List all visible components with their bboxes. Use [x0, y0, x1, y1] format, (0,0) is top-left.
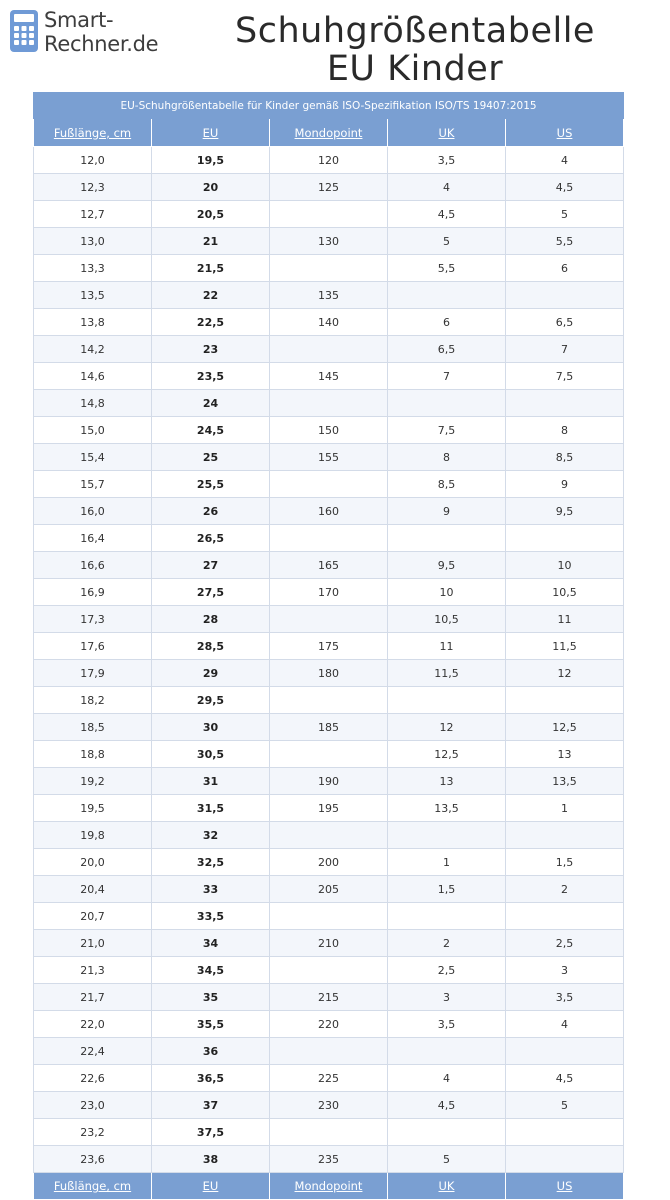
cell-mondopoint: 120: [270, 147, 388, 174]
cell-eu: 23: [152, 336, 270, 363]
cell-mondopoint: 190: [270, 768, 388, 795]
cell-us: 5: [506, 1092, 624, 1119]
cell-us: 11,5: [506, 633, 624, 660]
cell-us: 2: [506, 876, 624, 903]
table-row: [34, 1092, 624, 1119]
cell-us: 12,5: [506, 714, 624, 741]
cell-us: 13: [506, 741, 624, 768]
logo-text-line2: Rechner.de: [44, 32, 159, 56]
cell-us: [506, 1146, 624, 1173]
size-table: [33, 92, 624, 1200]
cell-foot-length: 22,6: [34, 1065, 152, 1092]
table-header-row: [34, 119, 624, 147]
cell-uk: 7: [388, 363, 506, 390]
cell-eu: 27,5: [152, 579, 270, 606]
cell-eu: 30: [152, 714, 270, 741]
page-title: [205, 12, 625, 88]
table-caption-row: [34, 93, 624, 119]
cell-foot-length: 20,0: [34, 849, 152, 876]
cell-uk: 4: [388, 174, 506, 201]
table-row: [34, 957, 624, 984]
cell-uk: 12,5: [388, 741, 506, 768]
cell-uk: 9: [388, 498, 506, 525]
cell-mondopoint: 230: [270, 1092, 388, 1119]
cell-foot-length: 21,7: [34, 984, 152, 1011]
cell-uk: 12: [388, 714, 506, 741]
cell-eu: 36: [152, 1038, 270, 1065]
cell-mondopoint: 235: [270, 1146, 388, 1173]
cell-us: 5: [506, 201, 624, 228]
cell-us: 4: [506, 1011, 624, 1038]
logo-text: [44, 8, 158, 56]
footer-header-foot-length[interactable]: Fußlänge, cm: [34, 1173, 152, 1200]
table-row: [34, 390, 624, 417]
cell-uk: 11,5: [388, 660, 506, 687]
table-row: [34, 633, 624, 660]
cell-uk: 2,5: [388, 957, 506, 984]
cell-uk: 13: [388, 768, 506, 795]
table-row: [34, 687, 624, 714]
cell-eu: 24: [152, 390, 270, 417]
page-header: [0, 0, 670, 92]
cell-mondopoint: 220: [270, 1011, 388, 1038]
cell-uk: 5: [388, 1146, 506, 1173]
cell-uk: [388, 822, 506, 849]
cell-eu: 37: [152, 1092, 270, 1119]
cell-mondopoint: [270, 741, 388, 768]
cell-us: 13,5: [506, 768, 624, 795]
cell-eu: 24,5: [152, 417, 270, 444]
cell-mondopoint: 215: [270, 984, 388, 1011]
cell-us: 10: [506, 552, 624, 579]
table-row: [34, 1011, 624, 1038]
cell-uk: 5: [388, 228, 506, 255]
cell-uk: 1: [388, 849, 506, 876]
cell-eu: 26: [152, 498, 270, 525]
cell-us: 6,5: [506, 309, 624, 336]
cell-eu: 25,5: [152, 471, 270, 498]
table-row: [34, 579, 624, 606]
page-title-line1: Schuhgrößentabelle: [235, 11, 595, 51]
column-header-uk[interactable]: UK: [388, 119, 506, 147]
cell-uk: 10,5: [388, 606, 506, 633]
cell-foot-length: 14,8: [34, 390, 152, 417]
cell-uk: [388, 687, 506, 714]
cell-uk: [388, 1038, 506, 1065]
cell-foot-length: 16,0: [34, 498, 152, 525]
table-row: [34, 849, 624, 876]
cell-mondopoint: [270, 957, 388, 984]
cell-uk: [388, 903, 506, 930]
cell-mondopoint: [270, 903, 388, 930]
cell-eu: 20: [152, 174, 270, 201]
table-row: [34, 255, 624, 282]
cell-foot-length: 13,3: [34, 255, 152, 282]
cell-eu: 33: [152, 876, 270, 903]
cell-uk: 3: [388, 984, 506, 1011]
cell-mondopoint: [270, 822, 388, 849]
cell-eu: 21,5: [152, 255, 270, 282]
cell-foot-length: 19,2: [34, 768, 152, 795]
cell-eu: 37,5: [152, 1119, 270, 1146]
cell-eu: 22: [152, 282, 270, 309]
cell-uk: 9,5: [388, 552, 506, 579]
cell-eu: 19,5: [152, 147, 270, 174]
cell-mondopoint: 145: [270, 363, 388, 390]
cell-eu: 34,5: [152, 957, 270, 984]
cell-foot-length: 23,2: [34, 1119, 152, 1146]
cell-eu: 35,5: [152, 1011, 270, 1038]
cell-foot-length: 18,8: [34, 741, 152, 768]
cell-mondopoint: 160: [270, 498, 388, 525]
cell-mondopoint: 225: [270, 1065, 388, 1092]
footer-header-mondopoint[interactable]: Mondopoint: [270, 1173, 388, 1200]
cell-mondopoint: [270, 1119, 388, 1146]
cell-eu: 38: [152, 1146, 270, 1173]
cell-foot-length: 22,4: [34, 1038, 152, 1065]
table-row: [34, 741, 624, 768]
cell-foot-length: 23,0: [34, 1092, 152, 1119]
cell-us: 4,5: [506, 174, 624, 201]
cell-eu: 28: [152, 606, 270, 633]
column-header-us[interactable]: US: [506, 119, 624, 147]
cell-foot-length: 21,3: [34, 957, 152, 984]
cell-foot-length: 15,4: [34, 444, 152, 471]
table-row: [34, 822, 624, 849]
cell-eu: 31: [152, 768, 270, 795]
cell-us: 8,5: [506, 444, 624, 471]
cell-mondopoint: 185: [270, 714, 388, 741]
cell-foot-length: 15,0: [34, 417, 152, 444]
cell-mondopoint: [270, 336, 388, 363]
footer-header-eu[interactable]: EU: [152, 1173, 270, 1200]
cell-us: 5,5: [506, 228, 624, 255]
table-body: [34, 147, 624, 1173]
cell-uk: 1,5: [388, 876, 506, 903]
cell-foot-length: 20,4: [34, 876, 152, 903]
cell-foot-length: 18,2: [34, 687, 152, 714]
cell-eu: 20,5: [152, 201, 270, 228]
cell-uk: 6: [388, 309, 506, 336]
cell-uk: [388, 282, 506, 309]
table-row: [34, 363, 624, 390]
cell-foot-length: 18,5: [34, 714, 152, 741]
table-row: [34, 1146, 624, 1173]
cell-us: 7,5: [506, 363, 624, 390]
cell-us: [506, 822, 624, 849]
table-row: [34, 903, 624, 930]
cell-uk: 4,5: [388, 201, 506, 228]
cell-foot-length: 19,5: [34, 795, 152, 822]
cell-mondopoint: 170: [270, 579, 388, 606]
cell-eu: 32,5: [152, 849, 270, 876]
cell-eu: 34: [152, 930, 270, 957]
cell-mondopoint: [270, 1038, 388, 1065]
table-row: [34, 174, 624, 201]
cell-us: 4,5: [506, 1065, 624, 1092]
cell-foot-length: 13,5: [34, 282, 152, 309]
cell-mondopoint: 140: [270, 309, 388, 336]
cell-mondopoint: 150: [270, 417, 388, 444]
cell-us: 3: [506, 957, 624, 984]
table-caption: EU-Schuhgrößentabelle für Kinder gemäß ISO-Spezifikation ISO/TS 19407:2015: [34, 93, 624, 119]
footer-header-us[interactable]: US: [506, 1173, 624, 1200]
table-row: [34, 606, 624, 633]
cell-eu: 30,5: [152, 741, 270, 768]
cell-eu: 23,5: [152, 363, 270, 390]
cell-uk: 10: [388, 579, 506, 606]
cell-foot-length: 12,0: [34, 147, 152, 174]
cell-eu: 29: [152, 660, 270, 687]
column-header-foot-length[interactable]: Fußlänge, cm: [34, 119, 152, 147]
cell-eu: 33,5: [152, 903, 270, 930]
table-row: [34, 336, 624, 363]
cell-us: 8: [506, 417, 624, 444]
table-row: [34, 444, 624, 471]
cell-uk: 4,5: [388, 1092, 506, 1119]
cell-uk: 8: [388, 444, 506, 471]
cell-uk: 3,5: [388, 147, 506, 174]
cell-mondopoint: [270, 471, 388, 498]
cell-us: 1: [506, 795, 624, 822]
cell-mondopoint: 165: [270, 552, 388, 579]
cell-mondopoint: 180: [270, 660, 388, 687]
cell-mondopoint: 205: [270, 876, 388, 903]
cell-uk: 3,5: [388, 1011, 506, 1038]
table-row: [34, 984, 624, 1011]
cell-mondopoint: [270, 201, 388, 228]
cell-eu: 28,5: [152, 633, 270, 660]
cell-mondopoint: 200: [270, 849, 388, 876]
cell-us: 4: [506, 147, 624, 174]
table-row: [34, 417, 624, 444]
column-header-eu[interactable]: EU: [152, 119, 270, 147]
cell-uk: [388, 1119, 506, 1146]
site-logo[interactable]: [10, 8, 158, 56]
cell-us: 6: [506, 255, 624, 282]
cell-uk: 7,5: [388, 417, 506, 444]
cell-us: 3,5: [506, 984, 624, 1011]
cell-us: 7: [506, 336, 624, 363]
cell-us: 12: [506, 660, 624, 687]
table-row: [34, 228, 624, 255]
cell-uk: 13,5: [388, 795, 506, 822]
cell-eu: 31,5: [152, 795, 270, 822]
cell-mondopoint: [270, 687, 388, 714]
cell-eu: 27: [152, 552, 270, 579]
cell-foot-length: 16,9: [34, 579, 152, 606]
cell-foot-length: 13,0: [34, 228, 152, 255]
table-row: [34, 525, 624, 552]
table-row: [34, 1119, 624, 1146]
cell-us: 9: [506, 471, 624, 498]
table-footer-row: [34, 1173, 624, 1200]
cell-uk: [388, 390, 506, 417]
cell-mondopoint: 175: [270, 633, 388, 660]
table-row: [34, 660, 624, 687]
cell-uk: [388, 525, 506, 552]
cell-eu: 21: [152, 228, 270, 255]
cell-foot-length: 20,7: [34, 903, 152, 930]
cell-uk: 2: [388, 930, 506, 957]
cell-mondopoint: 125: [270, 174, 388, 201]
cell-us: [506, 282, 624, 309]
cell-mondopoint: [270, 390, 388, 417]
cell-us: [506, 687, 624, 714]
cell-us: 1,5: [506, 849, 624, 876]
cell-uk: 4: [388, 1065, 506, 1092]
cell-uk: 6,5: [388, 336, 506, 363]
cell-mondopoint: [270, 525, 388, 552]
footer-header-uk[interactable]: UK: [388, 1173, 506, 1200]
table-row: [34, 552, 624, 579]
cell-us: 9,5: [506, 498, 624, 525]
table-row: [34, 147, 624, 174]
cell-us: [506, 1119, 624, 1146]
column-header-mondopoint[interactable]: Mondopoint: [270, 119, 388, 147]
table-row: [34, 471, 624, 498]
cell-eu: 22,5: [152, 309, 270, 336]
cell-foot-length: 12,7: [34, 201, 152, 228]
table-row: [34, 876, 624, 903]
cell-us: 10,5: [506, 579, 624, 606]
logo-text-line1: Smart-: [44, 8, 114, 32]
cell-mondopoint: 130: [270, 228, 388, 255]
size-table-container: [33, 92, 623, 1200]
cell-foot-length: 14,6: [34, 363, 152, 390]
table-row: [34, 930, 624, 957]
cell-foot-length: 12,3: [34, 174, 152, 201]
cell-mondopoint: 195: [270, 795, 388, 822]
table-row: [34, 282, 624, 309]
cell-foot-length: 23,6: [34, 1146, 152, 1173]
cell-foot-length: 21,0: [34, 930, 152, 957]
cell-foot-length: 22,0: [34, 1011, 152, 1038]
cell-eu: 36,5: [152, 1065, 270, 1092]
cell-uk: 5,5: [388, 255, 506, 282]
cell-foot-length: 19,8: [34, 822, 152, 849]
table-row: [34, 309, 624, 336]
cell-mondopoint: [270, 606, 388, 633]
table-row: [34, 795, 624, 822]
cell-uk: 8,5: [388, 471, 506, 498]
table-row: [34, 201, 624, 228]
cell-foot-length: 17,6: [34, 633, 152, 660]
cell-foot-length: 16,4: [34, 525, 152, 552]
cell-mondopoint: 155: [270, 444, 388, 471]
cell-us: [506, 1038, 624, 1065]
calculator-icon: [10, 10, 38, 52]
cell-foot-length: 14,2: [34, 336, 152, 363]
cell-eu: 32: [152, 822, 270, 849]
cell-foot-length: 15,7: [34, 471, 152, 498]
cell-foot-length: 17,3: [34, 606, 152, 633]
cell-us: 11: [506, 606, 624, 633]
cell-us: [506, 903, 624, 930]
cell-us: 2,5: [506, 930, 624, 957]
cell-mondopoint: 135: [270, 282, 388, 309]
table-row: [34, 768, 624, 795]
cell-foot-length: 16,6: [34, 552, 152, 579]
cell-eu: 25: [152, 444, 270, 471]
cell-us: [506, 390, 624, 417]
cell-mondopoint: [270, 255, 388, 282]
cell-mondopoint: 210: [270, 930, 388, 957]
table-row: [34, 498, 624, 525]
cell-uk: 11: [388, 633, 506, 660]
cell-foot-length: 17,9: [34, 660, 152, 687]
cell-eu: 26,5: [152, 525, 270, 552]
page-title-line2: EU Kinder: [326, 49, 504, 89]
cell-eu: 29,5: [152, 687, 270, 714]
cell-foot-length: 13,8: [34, 309, 152, 336]
table-row: [34, 714, 624, 741]
cell-eu: 35: [152, 984, 270, 1011]
table-row: [34, 1065, 624, 1092]
table-row: [34, 1038, 624, 1065]
cell-us: [506, 525, 624, 552]
